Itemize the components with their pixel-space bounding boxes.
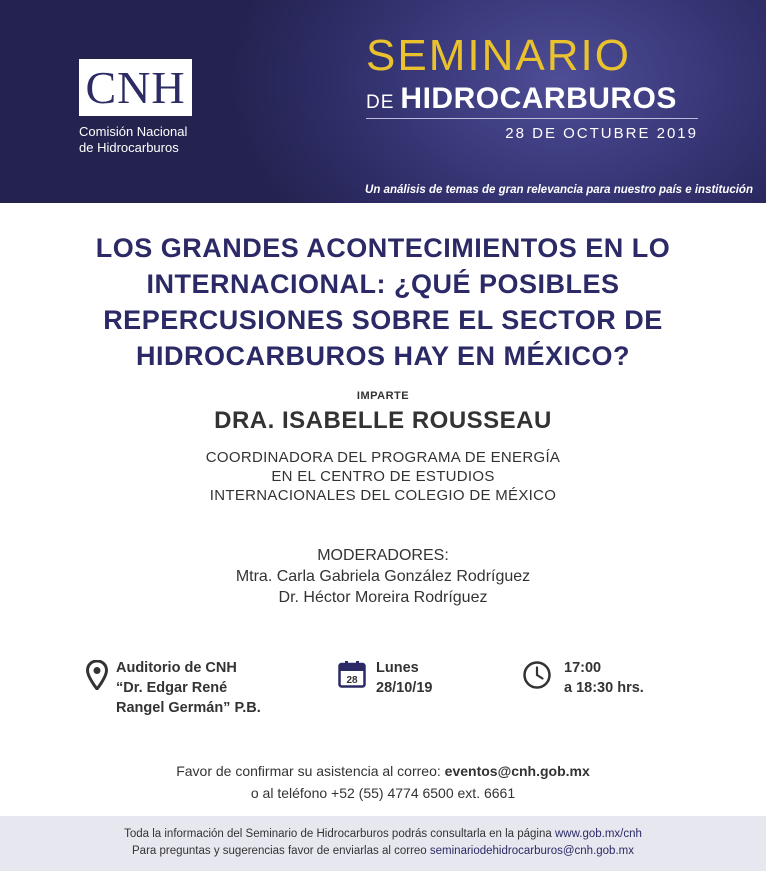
logo-text: CNH [85,61,186,113]
date-value: 28/10/19 [376,680,433,696]
cnh-logo [79,59,192,116]
seminar-hidrocarburos: HIDROCARBUROS [400,82,677,115]
clock-icon [522,660,552,690]
speaker-position [0,448,766,505]
logo-sub-line-2: de Hidrocarburos [79,140,179,155]
calendar-icon [338,660,366,688]
event-title-line-1: LOS GRANDES ACONTECIMIENTOS EN LO [95,233,671,263]
phone-text: o al teléfono +52 (55) 4774 6500 ext. 6661 [250,785,516,801]
confirmation-info [0,760,766,804]
confirm-text: Favor de confirmar su asistencia al correo: [176,763,441,779]
tagline: Un análisis de temas de gran relevancia para nuestro país e institución [365,184,753,196]
seminar-subtitle [366,82,706,116]
location-line-1: Auditorio de CNH [116,660,237,676]
footer-line-2-text: Para preguntas y sugerencias favor de enviarlas al correo [132,845,427,857]
seminar-date: 28 DE OCTUBRE 2019 [505,125,698,142]
event-title-line-3: REPERCUSIONES SOBRE EL SECTOR DE [103,305,663,335]
location-line-2: “Dr. Edgar René [116,680,228,696]
seminar-divider [366,118,698,119]
location-pin-icon [86,660,108,690]
date-info [376,658,432,698]
footer-email-link[interactable]: seminariodehidrocarburos@cnh.gob.mx [429,845,634,857]
event-title-line-4: HIDROCARBUROS HAY EN MÉXICO? [135,341,631,371]
location-info [116,658,261,718]
position-line-2: EN EL CENTRO DE ESTUDIOS [271,468,495,485]
time-info [564,658,644,698]
confirm-line [0,760,766,782]
date-day: Lunes [376,660,419,676]
moderator-2: Dr. Héctor Moreira Rodríguez [278,589,488,606]
confirm-email-link[interactable]: eventos@cnh.gob.mx [444,763,590,779]
footer-line-1-text: Toda la información del Seminario de Hidrocarburos podrás consultarla en la página [124,828,552,840]
footer-line-2 [0,843,766,860]
location-line-3: Rangel Germán” P.B. [116,700,261,716]
position-line-3: INTERNACIONALES DEL COLEGIO DE MÉXICO [209,487,557,504]
logo-subtitle [79,124,239,156]
moderators [0,545,766,608]
footer-line-1 [0,826,766,843]
moderators-label: MODERADORES: [317,547,449,564]
speaker-name: DRA. ISABELLE ROUSSEAU [214,407,552,434]
moderator-1: Mtra. Carla Gabriela González Rodríguez [235,568,531,585]
imparte-label: IMPARTE [356,390,410,402]
logo-sub-line-1: Comisión Nacional [79,124,188,139]
footer [0,816,766,871]
time-line-2: a 18:30 hrs. [564,680,644,696]
seminar-title: SEMINARIO [366,31,631,80]
event-title-line-2: INTERNACIONAL: ¿QUÉ POSIBLES [146,269,620,299]
header-banner [0,0,766,203]
time-line-1: 17:00 [564,660,602,676]
calendar-day: 28 [346,675,358,686]
event-title [40,230,726,374]
position-line-1: COORDINADORA DEL PROGRAMA DE ENERGÍA [205,449,561,466]
seminar-de: DE [366,92,395,113]
footer-website-link[interactable]: www.gob.mx/cnh [554,828,642,840]
